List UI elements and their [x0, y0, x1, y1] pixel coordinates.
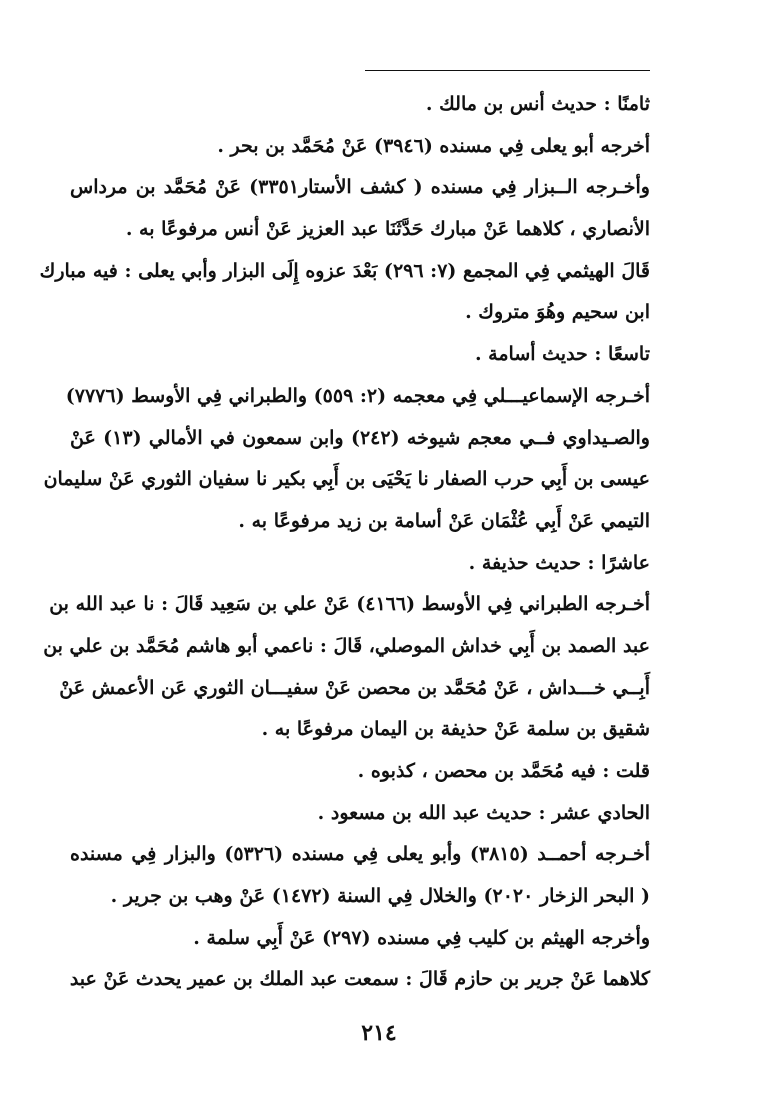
text-line: تاسعًا : حديث أسامة . — [474, 343, 650, 366]
text-line: وأخرجه الهيثم بن كليب فِي مسنده (٢٩٧) عَنْ أَبِي سلمة . — [193, 926, 650, 949]
text-line: كلاهما عَنْ جرير بن حازم قَالَ : سمعت عبد الملك بن عمير يحدث عَنْ عبد — [69, 968, 650, 991]
footnote-separator-rule — [365, 70, 650, 71]
text-line: عبد الصمد بن أَبِي خداش الموصلي، قَالَ : ناعمي أبو هاشم مُحَمَّد بن علي بن — [43, 634, 650, 657]
footnote-text-block — [39, 84, 650, 1001]
text-line: والصـيداوي فــي معجم شيوخه (٢٤٢) وابن سمعون في الأمالي (١٣) عَنْ — [70, 426, 650, 449]
text-line: التيمي عَنْ أَبِي عُثْمَان عَنْ أسامة بن زيد مرفوعًا به . — [238, 509, 650, 532]
text-line: ثامنًا : حديث أنس بن مالك . — [425, 93, 650, 115]
text-line: أخـرجه أحمــد (٣٨١٥) وأبو يعلى فِي مسنده (٥٣٢٦) والبزار فِي مسنده — [70, 843, 650, 866]
text-line: وأخـرجه الــبزار فِي مسنده ( كشف الأستار٣٣٥١) عَنْ مُحَمَّد بن مرداس — [70, 176, 650, 199]
text-line: الأنصاري ، كلاهما عَنْ مبارك حَدَّثَنَا عبد العزيز عَنْ أنس مرفوعًا به . — [125, 218, 650, 241]
text-line: أخـرجه الإسماعيـــلي فِي معجمه (٢: ٥٥٩) والطبراني فِي الأوسط (٧٧٧٦) — [65, 384, 650, 407]
text-line: عيسى بن أَبِي حرب الصفار نا يَحْيَى بن أَبِي بكير نا سفيان الثوري عَنْ سليمان — [43, 468, 650, 491]
page-number: ٢١٤ — [361, 1020, 397, 1046]
text-line: ابن سحيم وهُوَ متروك . — [465, 301, 650, 324]
text-line: الحادي عشر : حديث عبد الله بن مسعود . — [317, 801, 650, 824]
text-line: أخرجه أبو يعلى فِي مسنده (٣٩٤٦) عَنْ مُحَمَّد بن بحر . — [217, 134, 650, 157]
text-line: أَبِــي خـــداش ، عَنْ مُحَمَّد بن محصن عَنْ سفيـــان الثوري عَن الأعمش عَنْ — [59, 676, 650, 699]
text-line: قَالَ الهيثمي فِي المجمع (٧: ٢٩٦) بَعْدَ عزوه إِلَى البزار وأبي يعلى : فيه مبارك — [39, 259, 650, 282]
text-line: قلت : فيه مُحَمَّد بن محصن ، كذبوه . — [357, 760, 650, 782]
text-line: شقيق بن سلمة عَنْ حذيفة بن اليمان مرفوعًا به . — [261, 718, 650, 741]
text-line: ( البحر الزخار ٢٠٢٠) والخلال فِي السنة (١٤٧٢) عَنْ وهب بن جرير . — [110, 885, 650, 908]
text-line: عاشرًا : حديث حذيفة . — [468, 551, 650, 574]
text-line: أخـرجه الطبراني فِي الأوسط (٤١٦٦) عَنْ علي بن سَعِيد قَالَ : نا عبد الله بن — [49, 593, 650, 616]
